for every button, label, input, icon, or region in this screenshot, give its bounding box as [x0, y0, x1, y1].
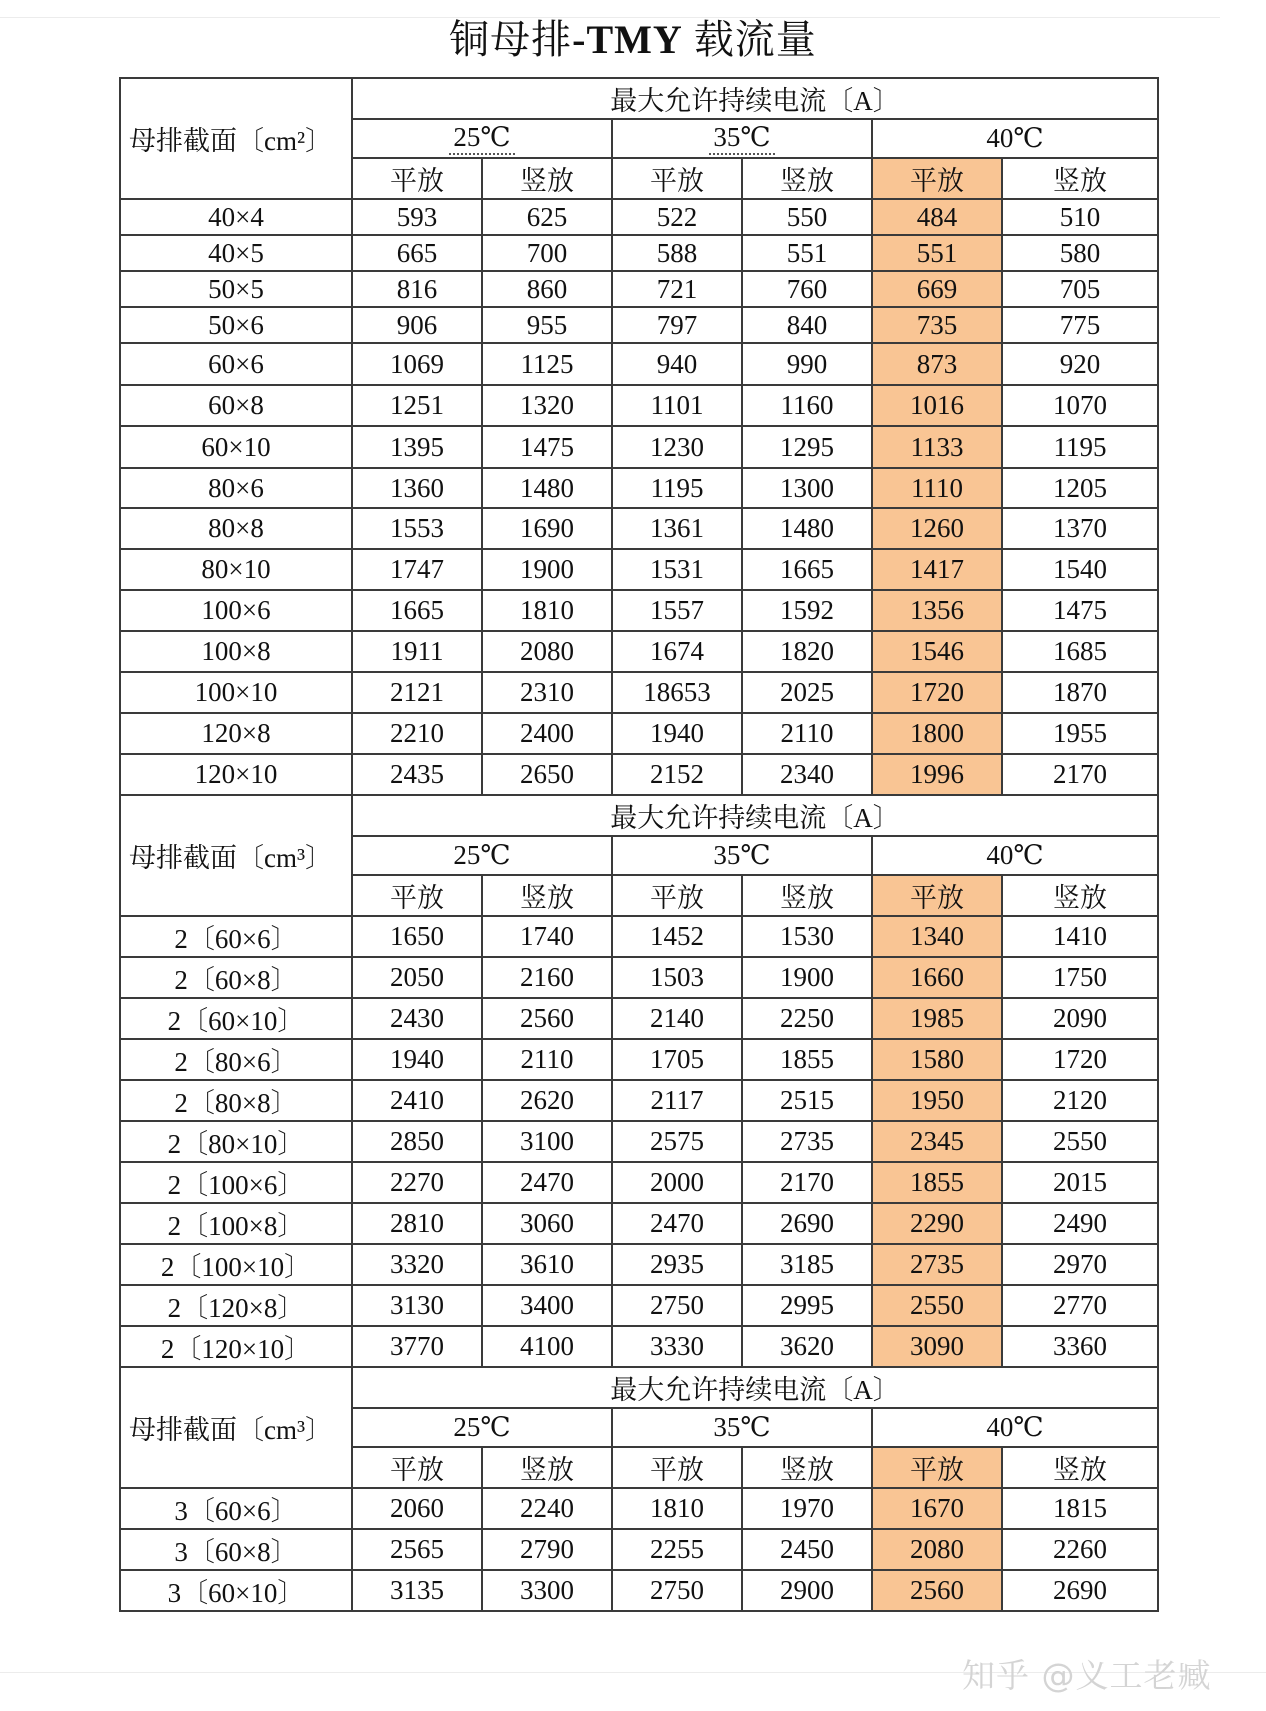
current-value: 2575	[612, 1121, 742, 1162]
current-value: 2750	[612, 1285, 742, 1326]
current-value: 2110	[742, 713, 872, 754]
busbar-size: 40×5	[120, 235, 352, 271]
current-value: 1230	[612, 426, 742, 468]
busbar-size: 100×6	[120, 590, 352, 631]
current-value: 940	[612, 343, 742, 385]
current-value: 990	[742, 343, 872, 385]
current-value: 735	[872, 307, 1002, 343]
table-row	[120, 468, 1158, 508]
current-value: 1205	[1002, 468, 1158, 508]
current-value: 510	[1002, 199, 1158, 235]
section-header-row	[120, 78, 1158, 119]
current-value: 1720	[872, 672, 1002, 713]
current-value: 2340	[742, 754, 872, 795]
current-value: 550	[742, 199, 872, 235]
flat-header: 平放	[872, 875, 1002, 916]
current-value: 2430	[352, 998, 482, 1039]
current-value: 1690	[482, 508, 612, 549]
temperature-header	[352, 836, 612, 875]
busbar-size: 60×8	[120, 385, 352, 426]
current-value: 2170	[1002, 754, 1158, 795]
current-value: 1370	[1002, 508, 1158, 549]
current-value: 1069	[352, 343, 482, 385]
current-value: 2240	[482, 1488, 612, 1529]
vertical-header: 竖放	[1002, 158, 1158, 199]
current-value: 2160	[482, 957, 612, 998]
current-value: 1417	[872, 549, 1002, 590]
temperature-label: 40℃	[986, 1412, 1044, 1442]
current-value: 1260	[872, 508, 1002, 549]
current-header: 最大允许持续电流〔A〕	[352, 1367, 1158, 1408]
current-value: 1480	[742, 508, 872, 549]
current-value: 2345	[872, 1121, 1002, 1162]
current-value: 2565	[352, 1529, 482, 1570]
current-value: 522	[612, 199, 742, 235]
current-value: 2810	[352, 1203, 482, 1244]
current-value: 2470	[612, 1203, 742, 1244]
temperature-label: 35℃	[713, 840, 771, 870]
current-value: 1985	[872, 998, 1002, 1039]
current-value: 1195	[612, 468, 742, 508]
current-value: 3185	[742, 1244, 872, 1285]
busbar-size: 100×10	[120, 672, 352, 713]
current-value: 3330	[612, 1326, 742, 1367]
current-value: 3400	[482, 1285, 612, 1326]
table-row	[120, 631, 1158, 672]
flat-header: 平放	[612, 875, 742, 916]
busbar-size: 50×6	[120, 307, 352, 343]
cross-section-label: 母排截面〔cm³〕	[120, 795, 352, 916]
temperature-header	[872, 119, 1158, 158]
current-value: 1295	[742, 426, 872, 468]
temperature-header	[612, 119, 872, 158]
current-value: 1870	[1002, 672, 1158, 713]
section-header-row	[120, 795, 1158, 836]
current-value: 816	[352, 271, 482, 307]
current-value: 1251	[352, 385, 482, 426]
current-value: 2690	[1002, 1570, 1158, 1611]
current-value: 1740	[482, 916, 612, 957]
vertical-header: 竖放	[1002, 875, 1158, 916]
vertical-header: 竖放	[742, 1447, 872, 1488]
table-row	[120, 1326, 1158, 1367]
current-value: 1950	[872, 1080, 1002, 1121]
current-value: 873	[872, 343, 1002, 385]
current-value: 2250	[742, 998, 872, 1039]
cross-section-label: 母排截面〔cm³〕	[120, 1367, 352, 1488]
current-header: 最大允许持续电流〔A〕	[352, 795, 1158, 836]
current-value: 2850	[352, 1121, 482, 1162]
current-value: 1815	[1002, 1488, 1158, 1529]
busbar-size: 100×8	[120, 631, 352, 672]
vertical-header: 竖放	[742, 875, 872, 916]
current-value: 2550	[1002, 1121, 1158, 1162]
table-row	[120, 307, 1158, 343]
current-value: 2170	[742, 1162, 872, 1203]
table-row	[120, 754, 1158, 795]
current-value: 593	[352, 199, 482, 235]
current-value: 840	[742, 307, 872, 343]
table-row	[120, 1121, 1158, 1162]
ampacity-table	[119, 77, 1159, 1612]
table-row	[120, 1529, 1158, 1570]
current-value: 1546	[872, 631, 1002, 672]
current-value: 1592	[742, 590, 872, 631]
current-value: 2255	[612, 1529, 742, 1570]
current-value: 1660	[872, 957, 1002, 998]
current-value: 1475	[482, 426, 612, 468]
current-value: 3300	[482, 1570, 612, 1611]
busbar-size: 80×8	[120, 508, 352, 549]
current-value: 2550	[872, 1285, 1002, 1326]
table-row	[120, 590, 1158, 631]
current-value: 1361	[612, 508, 742, 549]
temperature-header	[352, 1408, 612, 1447]
current-value: 1855	[742, 1039, 872, 1080]
table-row	[120, 957, 1158, 998]
table-row	[120, 1162, 1158, 1203]
current-value: 3100	[482, 1121, 612, 1162]
current-value: 1665	[352, 590, 482, 631]
current-value: 1070	[1002, 385, 1158, 426]
current-value: 955	[482, 307, 612, 343]
temperature-label: 40℃	[986, 840, 1044, 870]
temperature-label: 25℃	[453, 840, 511, 870]
busbar-size: 2〔60×6〕	[120, 916, 352, 957]
current-value: 669	[872, 271, 1002, 307]
current-value: 1195	[1002, 426, 1158, 468]
busbar-size: 60×10	[120, 426, 352, 468]
temperature-label: 40℃	[986, 123, 1044, 153]
current-value: 1530	[742, 916, 872, 957]
current-value: 1125	[482, 343, 612, 385]
current-value: 625	[482, 199, 612, 235]
current-value: 3090	[872, 1326, 1002, 1367]
watermark: 知乎 @义工老臧	[962, 1656, 1212, 1695]
current-value: 1480	[482, 468, 612, 508]
current-value: 920	[1002, 343, 1158, 385]
current-value: 1531	[612, 549, 742, 590]
busbar-size: 2〔80×6〕	[120, 1039, 352, 1080]
temperature-label: 35℃	[709, 122, 774, 155]
table-row	[120, 1203, 1158, 1244]
temperature-header	[352, 119, 612, 158]
current-value: 1705	[612, 1039, 742, 1080]
current-value: 1940	[612, 713, 742, 754]
table-row	[120, 998, 1158, 1039]
current-value: 760	[742, 271, 872, 307]
current-value: 1747	[352, 549, 482, 590]
current-value: 705	[1002, 271, 1158, 307]
current-value: 906	[352, 307, 482, 343]
flat-header: 平放	[612, 1447, 742, 1488]
table-row	[120, 672, 1158, 713]
current-value: 588	[612, 235, 742, 271]
table-row	[120, 1080, 1158, 1121]
current-value: 3620	[742, 1326, 872, 1367]
current-value: 2560	[872, 1570, 1002, 1611]
table-row	[120, 1488, 1158, 1529]
current-value: 2735	[872, 1244, 1002, 1285]
current-value: 1996	[872, 754, 1002, 795]
current-value: 721	[612, 271, 742, 307]
current-value: 2140	[612, 998, 742, 1039]
current-value: 18653	[612, 672, 742, 713]
current-value: 2735	[742, 1121, 872, 1162]
current-value: 3610	[482, 1244, 612, 1285]
temperature-header	[612, 836, 872, 875]
current-value: 1820	[742, 631, 872, 672]
current-value: 1580	[872, 1039, 1002, 1080]
table-row	[120, 916, 1158, 957]
table-body	[120, 78, 1158, 1611]
current-value: 3320	[352, 1244, 482, 1285]
table-row	[120, 549, 1158, 590]
current-value: 1970	[742, 1488, 872, 1529]
current-value: 665	[352, 235, 482, 271]
current-value: 1475	[1002, 590, 1158, 631]
current-value: 551	[872, 235, 1002, 271]
busbar-size: 2〔60×10〕	[120, 998, 352, 1039]
current-value: 1940	[352, 1039, 482, 1080]
current-value: 3360	[1002, 1326, 1158, 1367]
current-value: 2080	[482, 631, 612, 672]
temperature-label: 25℃	[453, 1412, 511, 1442]
current-value: 2152	[612, 754, 742, 795]
current-value: 1685	[1002, 631, 1158, 672]
current-value: 2650	[482, 754, 612, 795]
current-value: 1340	[872, 916, 1002, 957]
current-value: 2900	[742, 1570, 872, 1611]
current-value: 2620	[482, 1080, 612, 1121]
busbar-size: 3〔60×10〕	[120, 1570, 352, 1611]
flat-header: 平放	[872, 1447, 1002, 1488]
current-value: 2120	[1002, 1080, 1158, 1121]
current-value: 2015	[1002, 1162, 1158, 1203]
busbar-size: 120×10	[120, 754, 352, 795]
current-value: 3770	[352, 1326, 482, 1367]
current-value: 2060	[352, 1488, 482, 1529]
temperature-label: 35℃	[713, 1412, 771, 1442]
table-row	[120, 1244, 1158, 1285]
current-value: 2121	[352, 672, 482, 713]
current-value: 1356	[872, 590, 1002, 631]
current-value: 2750	[612, 1570, 742, 1611]
current-value: 2410	[352, 1080, 482, 1121]
busbar-size: 2〔120×8〕	[120, 1285, 352, 1326]
temperature-header	[612, 1408, 872, 1447]
current-value: 1665	[742, 549, 872, 590]
current-value: 2935	[612, 1244, 742, 1285]
current-value: 2790	[482, 1529, 612, 1570]
current-value: 1395	[352, 426, 482, 468]
busbar-size: 2〔100×6〕	[120, 1162, 352, 1203]
busbar-size: 40×4	[120, 199, 352, 235]
current-value: 2117	[612, 1080, 742, 1121]
vertical-header: 竖放	[482, 158, 612, 199]
current-value: 2000	[612, 1162, 742, 1203]
current-value: 2970	[1002, 1244, 1158, 1285]
current-value: 2560	[482, 998, 612, 1039]
busbar-size: 60×6	[120, 343, 352, 385]
current-value: 1452	[612, 916, 742, 957]
table-row	[120, 385, 1158, 426]
current-value: 3060	[482, 1203, 612, 1244]
busbar-size: 2〔100×10〕	[120, 1244, 352, 1285]
current-value: 1810	[612, 1488, 742, 1529]
current-value: 1855	[872, 1162, 1002, 1203]
current-value: 2470	[482, 1162, 612, 1203]
current-value: 2050	[352, 957, 482, 998]
current-value: 1160	[742, 385, 872, 426]
current-value: 2770	[1002, 1285, 1158, 1326]
busbar-size: 2〔80×8〕	[120, 1080, 352, 1121]
table-row	[120, 235, 1158, 271]
current-value: 797	[612, 307, 742, 343]
vertical-header: 竖放	[1002, 1447, 1158, 1488]
current-value: 1016	[872, 385, 1002, 426]
title-bold: -TMY	[572, 17, 683, 62]
current-header: 最大允许持续电流〔A〕	[352, 78, 1158, 119]
current-value: 2450	[742, 1529, 872, 1570]
table-row	[120, 713, 1158, 754]
current-value: 775	[1002, 307, 1158, 343]
table-row	[120, 508, 1158, 549]
current-value: 1557	[612, 590, 742, 631]
current-value: 1800	[872, 713, 1002, 754]
busbar-size: 50×5	[120, 271, 352, 307]
temperature-header	[872, 1408, 1158, 1447]
busbar-size: 2〔120×10〕	[120, 1326, 352, 1367]
current-value: 1360	[352, 468, 482, 508]
current-value: 2110	[482, 1039, 612, 1080]
current-value: 860	[482, 271, 612, 307]
table-row	[120, 1285, 1158, 1326]
current-value: 1900	[482, 549, 612, 590]
current-value: 484	[872, 199, 1002, 235]
current-value: 1955	[1002, 713, 1158, 754]
current-value: 2290	[872, 1203, 1002, 1244]
current-value: 1810	[482, 590, 612, 631]
current-value: 2690	[742, 1203, 872, 1244]
busbar-size: 2〔60×8〕	[120, 957, 352, 998]
current-value: 4100	[482, 1326, 612, 1367]
flat-header: 平放	[352, 158, 482, 199]
busbar-size: 3〔60×6〕	[120, 1488, 352, 1529]
vertical-header: 竖放	[482, 1447, 612, 1488]
current-value: 2400	[482, 713, 612, 754]
current-value: 1720	[1002, 1039, 1158, 1080]
page-title	[0, 14, 1266, 66]
current-value: 1101	[612, 385, 742, 426]
vertical-header: 竖放	[742, 158, 872, 199]
current-value: 1503	[612, 957, 742, 998]
flat-header: 平放	[612, 158, 742, 199]
current-value: 1900	[742, 957, 872, 998]
current-value: 1674	[612, 631, 742, 672]
busbar-size: 80×6	[120, 468, 352, 508]
vertical-header: 竖放	[482, 875, 612, 916]
current-value: 1670	[872, 1488, 1002, 1529]
current-value: 2210	[352, 713, 482, 754]
current-value: 1110	[872, 468, 1002, 508]
busbar-size: 2〔100×8〕	[120, 1203, 352, 1244]
busbar-size: 80×10	[120, 549, 352, 590]
current-value: 1750	[1002, 957, 1158, 998]
current-value: 1320	[482, 385, 612, 426]
table-row	[120, 271, 1158, 307]
current-value: 2310	[482, 672, 612, 713]
flat-header: 平放	[352, 875, 482, 916]
busbar-size: 120×8	[120, 713, 352, 754]
current-value: 3130	[352, 1285, 482, 1326]
busbar-size: 2〔80×10〕	[120, 1121, 352, 1162]
current-value: 551	[742, 235, 872, 271]
flat-header: 平放	[352, 1447, 482, 1488]
current-value: 1300	[742, 468, 872, 508]
title-post: 载流量	[682, 17, 817, 62]
current-value: 2260	[1002, 1529, 1158, 1570]
current-value: 1553	[352, 508, 482, 549]
current-value: 3135	[352, 1570, 482, 1611]
current-value: 2270	[352, 1162, 482, 1203]
current-value: 2490	[1002, 1203, 1158, 1244]
temperature-label: 25℃	[449, 122, 514, 155]
table-row	[120, 343, 1158, 385]
current-value: 1540	[1002, 549, 1158, 590]
temperature-header	[872, 836, 1158, 875]
table-row	[120, 426, 1158, 468]
current-value: 2435	[352, 754, 482, 795]
current-value: 1133	[872, 426, 1002, 468]
busbar-size: 3〔60×8〕	[120, 1529, 352, 1570]
current-value: 580	[1002, 235, 1158, 271]
current-value: 2515	[742, 1080, 872, 1121]
title-pre: 铜母排	[449, 17, 573, 62]
cross-section-label: 母排截面〔cm²〕	[120, 78, 352, 199]
current-value: 1911	[352, 631, 482, 672]
current-value: 2025	[742, 672, 872, 713]
table-row	[120, 1570, 1158, 1611]
flat-header: 平放	[872, 158, 1002, 199]
section-header-row	[120, 1367, 1158, 1408]
current-value: 2080	[872, 1529, 1002, 1570]
current-value: 2995	[742, 1285, 872, 1326]
table-row	[120, 1039, 1158, 1080]
current-value: 1650	[352, 916, 482, 957]
current-value: 1410	[1002, 916, 1158, 957]
current-value: 2090	[1002, 998, 1158, 1039]
current-value: 700	[482, 235, 612, 271]
table-row	[120, 199, 1158, 235]
